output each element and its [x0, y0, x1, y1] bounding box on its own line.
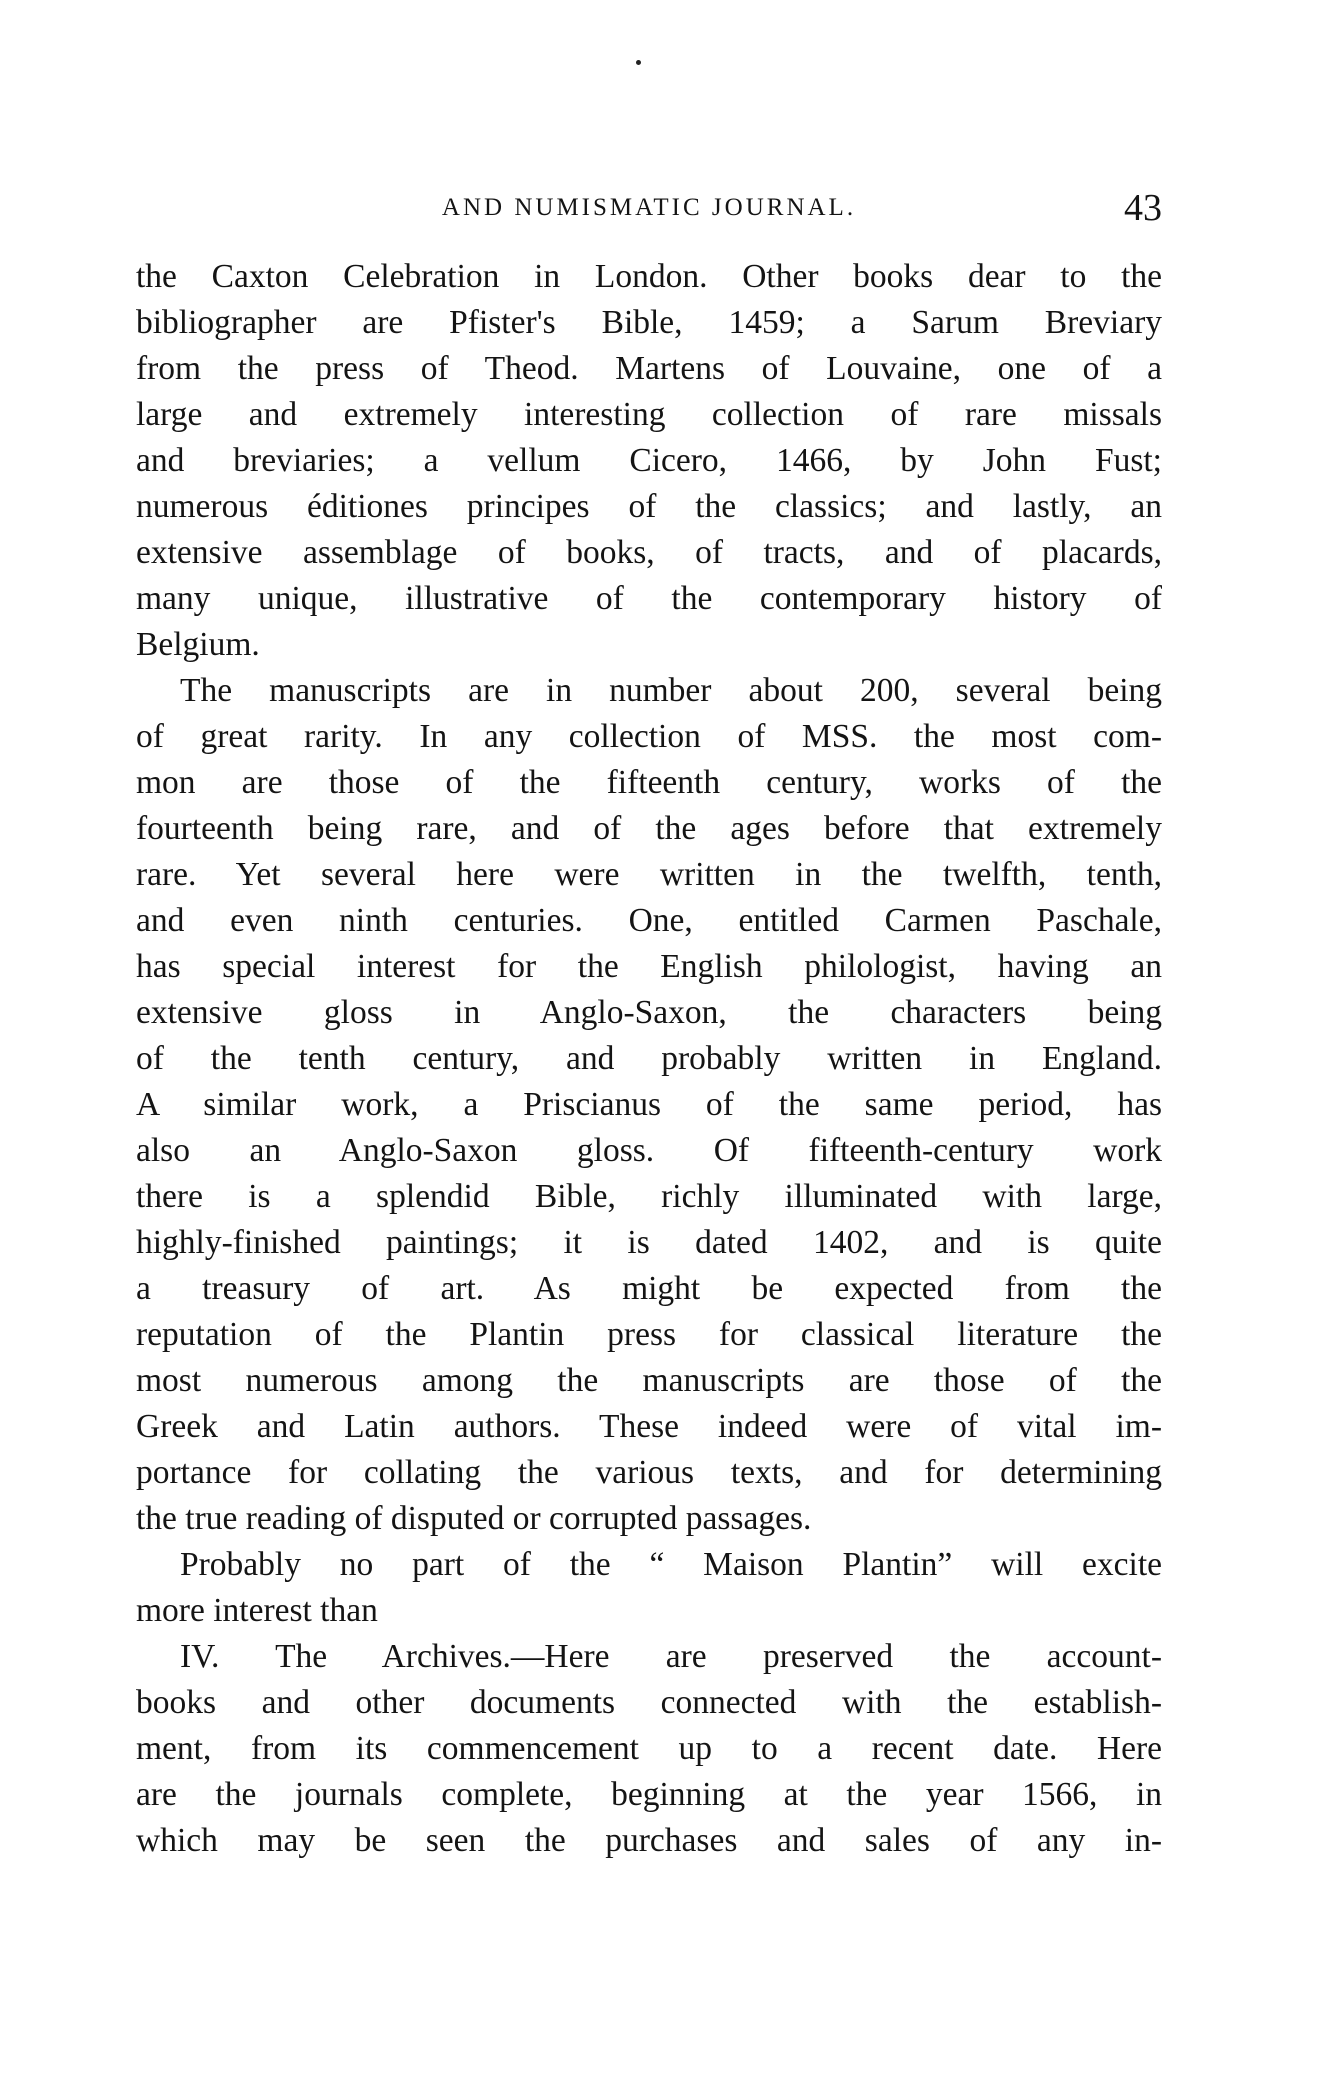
text-line: mon are those of the fifteenth century, works of the [136, 764, 1162, 801]
text-line: and breviaries; a vellum Cicero, 1466, by John Fust; [136, 442, 1162, 479]
text-line: Probably no part of the “ Maison Plantin” will excite [180, 1546, 1162, 1583]
text-line: reputation of the Plantin press for classical literature the [136, 1316, 1162, 1353]
page-number: 43 [1124, 187, 1162, 229]
text-line: the true reading of disputed or corrupted passages. [136, 1500, 812, 1537]
running-title: AND NUMISMATIC JOURNAL. [441, 194, 857, 221]
text-line: highly-finished paintings; it is dated 1402, and is quite [136, 1224, 1162, 1261]
text-line: from the press of Theod. Martens of Louvaine, one of a [136, 350, 1162, 387]
text-line: has special interest for the English philologist, having an [136, 948, 1162, 985]
text-line: and even ninth centuries. One, entitled Carmen Paschale, [136, 902, 1162, 939]
text-line: many unique, illustrative of the contemporary history of [136, 580, 1162, 617]
text-line: numerous éditiones principes of the classics; and lastly, an [136, 488, 1162, 525]
text-line: there is a splendid Bible, richly illuminated with large, [136, 1178, 1162, 1215]
text-line: are the journals complete, beginning at the year 1566, in [136, 1776, 1162, 1813]
text-line: Belgium. [136, 626, 260, 663]
ink-speck [636, 60, 641, 65]
text-line: most numerous among the manuscripts are those of the [136, 1362, 1162, 1399]
text-line: extensive gloss in Anglo-Saxon, the characters being [136, 994, 1162, 1031]
text-line: the Caxton Celebration in London. Other books dear to the [136, 258, 1162, 295]
text-line: large and extremely interesting collection of rare missals [136, 396, 1162, 433]
text-line: a treasury of art. As might be expected from the [136, 1270, 1162, 1307]
text-line: rare. Yet several here were written in the twelfth, tenth, [136, 856, 1162, 893]
text-line: Greek and Latin authors. These indeed were of vital im- [136, 1408, 1162, 1445]
running-head [136, 188, 1162, 238]
text-line: ment, from its commencement up to a recent date. Here [136, 1730, 1162, 1767]
text-line: portance for collating the various texts, and for determining [136, 1454, 1162, 1491]
text-line: IV. The Archives.—Here are preserved the account- [180, 1638, 1162, 1675]
text-line: The manuscripts are in number about 200, several being [180, 672, 1162, 709]
text-line: of the tenth century, and probably written in England. [136, 1040, 1162, 1077]
text-line: bibliographer are Pfister's Bible, 1459; a Sarum Breviary [136, 304, 1162, 341]
text-line: more interest than [136, 1592, 378, 1629]
text-line: fourteenth being rare, and of the ages before that extremely [136, 810, 1162, 847]
text-line: books and other documents connected with the establish- [136, 1684, 1162, 1721]
text-line: which may be seen the purchases and sales of any in- [136, 1822, 1162, 1859]
text-line: A similar work, a Priscianus of the same period, has [136, 1086, 1162, 1123]
text-line: extensive assemblage of books, of tracts, and of placards, [136, 534, 1162, 571]
text-line: also an Anglo-Saxon gloss. Of fifteenth-century work [136, 1132, 1162, 1169]
text-line: of great rarity. In any collection of MSS. the most com- [136, 718, 1162, 755]
body-text [136, 254, 1162, 1864]
